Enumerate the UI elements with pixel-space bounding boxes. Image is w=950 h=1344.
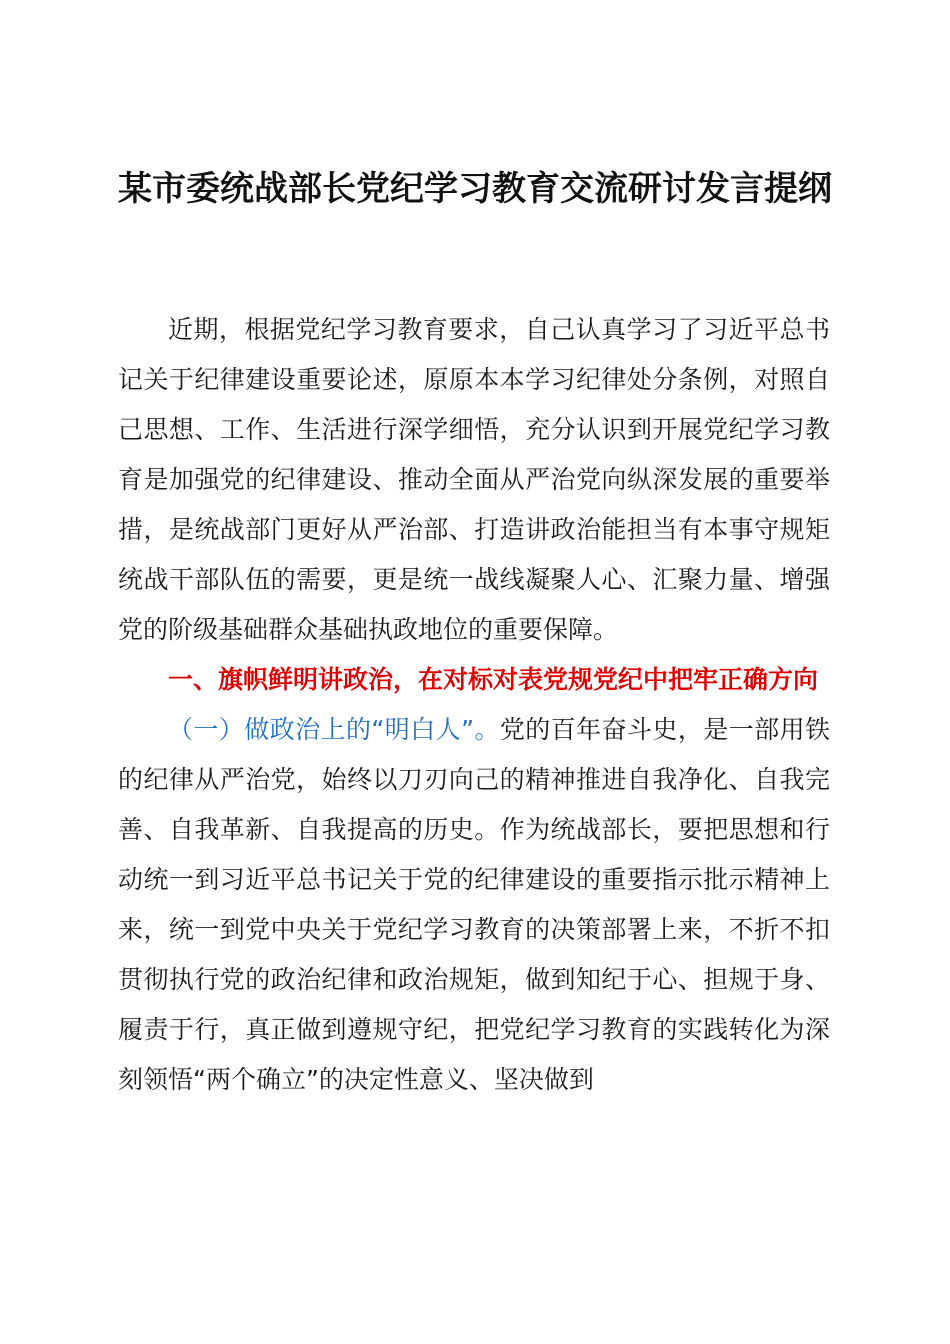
document-title: 某市委统战部长党纪学习教育交流研讨发言提纲 xyxy=(118,169,832,209)
section-1-body-text: 党的百年奋斗史，是一部用铁的纪律从严治党，始终以刀刃向己的精神推进自我净化、自我完善、自我革新、自我提高的历史。作为统战部长，要把思想和行动统一到习近平总书记关于党的纪律建设的重要指示批示精神上来，统一到党中央关于党纪学习教育的决策部署上来，不折不扣贯彻执行党的政治纪律和政治规矩，做到知纪于心、担规于身、履责于行，真正做到遵规守纪，把党纪学习教育的实践转化为深刻领悟“两个确立”的决定性意义、坚决做到 xyxy=(118,715,830,1094)
section-1-heading: 一、旗帜鲜明讲政治，在对标对表党规党纪中把牢正确方向 xyxy=(168,665,819,694)
section-1-paragraph xyxy=(118,705,830,1105)
intro-paragraph: 近期，根据党纪学习教育要求，自己认真学习了习近平总书记关于纪律建设重要论述，原原本本学习纪律处分条例，对照自己思想、工作、生活进行深学细悟，充分认识到开展党纪学习教育是加强党的纪律建设、推动全面从严治党向纵深发展的重要举措，是统战部门更好从严治部、打造讲政治能担当有本事守规矩统战干部队伍的需要，更是统一战线凝聚人心、汇聚力量、增强党的阶级基础群众基础执政地位的重要保障。 xyxy=(118,315,830,644)
section-1-sub-heading: （一）做政治上的“明白人”。 xyxy=(168,715,500,744)
